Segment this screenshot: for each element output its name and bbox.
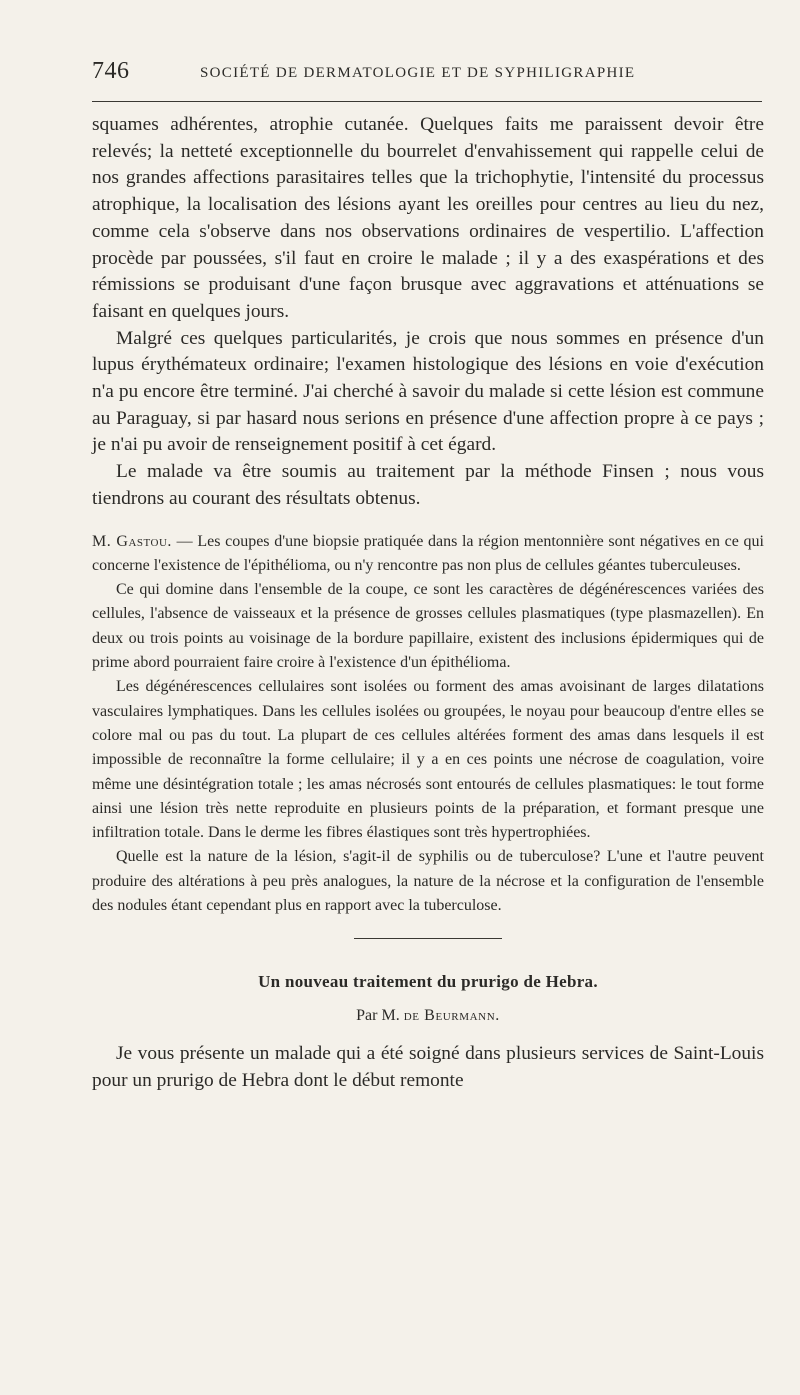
discussion-paragraph: [92, 530, 764, 579]
byline-prefix: Par M.: [356, 1007, 404, 1025]
discussion-paragraph: Ce qui domine dans l'ensemble de la coupe, ce sont les caractères de dégénérescences variées des cellules, l'absence de vaisseaux et la présence de grosses cellules plasmatiques (type plasmazellen). En deux ou trois points au voisinage de la bordure papillaire, existent des inclusions épidermiques qui de prime abord pourraient faire croire à l'existence d'un épithélioma.: [92, 581, 764, 672]
article-title: Un nouveau traitement du prurigo de Hebra.: [258, 972, 598, 992]
page-number: 746: [92, 58, 130, 84]
page-header: [92, 58, 762, 94]
paragraph: Malgré ces quelques particularités, je crois que nous sommes en présence d'un lupus érythémateux ordinaire; l'examen histologique des lésions en voie d'exécution n'a pu encore être terminé. J'ai cherché à savoir du malade si cette lésion est commune au Paraguay, si par hasard nous serions en présence d'une affection propre à ce pays ; je n'ai pu avoir de renseignement positif à cet égard.: [92, 327, 764, 456]
running-head: SOCIÉTÉ DE DERMATOLOGIE ET DE SYPHILIGRAPHIE: [200, 65, 636, 81]
dash: —: [171, 532, 198, 550]
discussion-text: Les coupes d'une biopsie pratiquée dans la région mentonnière sont négatives en ce qui concerne l'existence de l'épithélioma, ou n'y rencontre pas non plus de cellules géantes tuberculeuses.: [92, 532, 764, 574]
main-text: [92, 112, 764, 513]
author-name: de Beurmann.: [403, 1007, 500, 1025]
byline: [92, 1007, 764, 1025]
discussion-paragraph: Quelle est la nature de la lésion, s'agit-il de syphilis ou de tuberculose? L'une et l'autre peuvent produire des altérations à peu près analogues, la nature de la nécrose et la configuration de l'ensemble des nodules étant cependant plus en rapport avec la tuberculose.: [92, 848, 764, 914]
paragraph: Le malade va être soumis au traitement par la méthode Finsen ; nous vous tiendrons au courant des résultats obtenus.: [92, 461, 764, 509]
discussion-paragraph: Les dégénérescences cellulaires sont isolées ou forment des amas avoisinant de larges dilatations vasculaires lymphatiques. Dans les cellules isolées ou groupées, le noyau pour beaucoup d'entre elles se colore mal ou pas du tout. La plupart de ces cellules altérées forment des amas dans lesquels il est impossible de reconnaître la forme cellulaire; il y a en ces points une nécrose de coagulation, voire même une désintégration totale ; les amas nécrosés sont entourés de cellules plasmatiques: le tout forme ainsi une lésion très nette reproduite en plusieurs points de la préparation, et formant presque une infiltration totale. Dans le derme les fibres élastiques sont très hypertrophiées.: [92, 678, 764, 842]
discussion: [92, 530, 764, 919]
section-separator: [354, 938, 502, 939]
paragraph: Je vous présente un malade qui a été soigné dans plusieurs services de Saint-Louis pour un prurigo de Hebra dont le début remonte: [92, 1043, 764, 1091]
page-body: [92, 112, 764, 1095]
article-body: [92, 1041, 764, 1094]
speaker-name: M. Gastou.: [92, 532, 172, 550]
header-rule: [92, 101, 762, 102]
paragraph: squames adhérentes, atrophie cutanée. Quelques faits me paraissent devoir être relevés; la netteté exceptionnelle du bourrelet d'envahissement qui rappelle celui de nos grandes affections parasitaires telles que la trichophytie, l'intensité du processus atrophique, la localisation des lésions ayant les oreilles pour centres au lieu du nez, comme cela s'observe dans nos observations ordinaires de vespertilio. L'affection procède par poussées, s'il faut en croire le malade ; il y a des exaspérations et des rémissions se produisant d'une façon brusque avec aggravations et atténuations se faisant en quelques jours.: [92, 114, 764, 322]
